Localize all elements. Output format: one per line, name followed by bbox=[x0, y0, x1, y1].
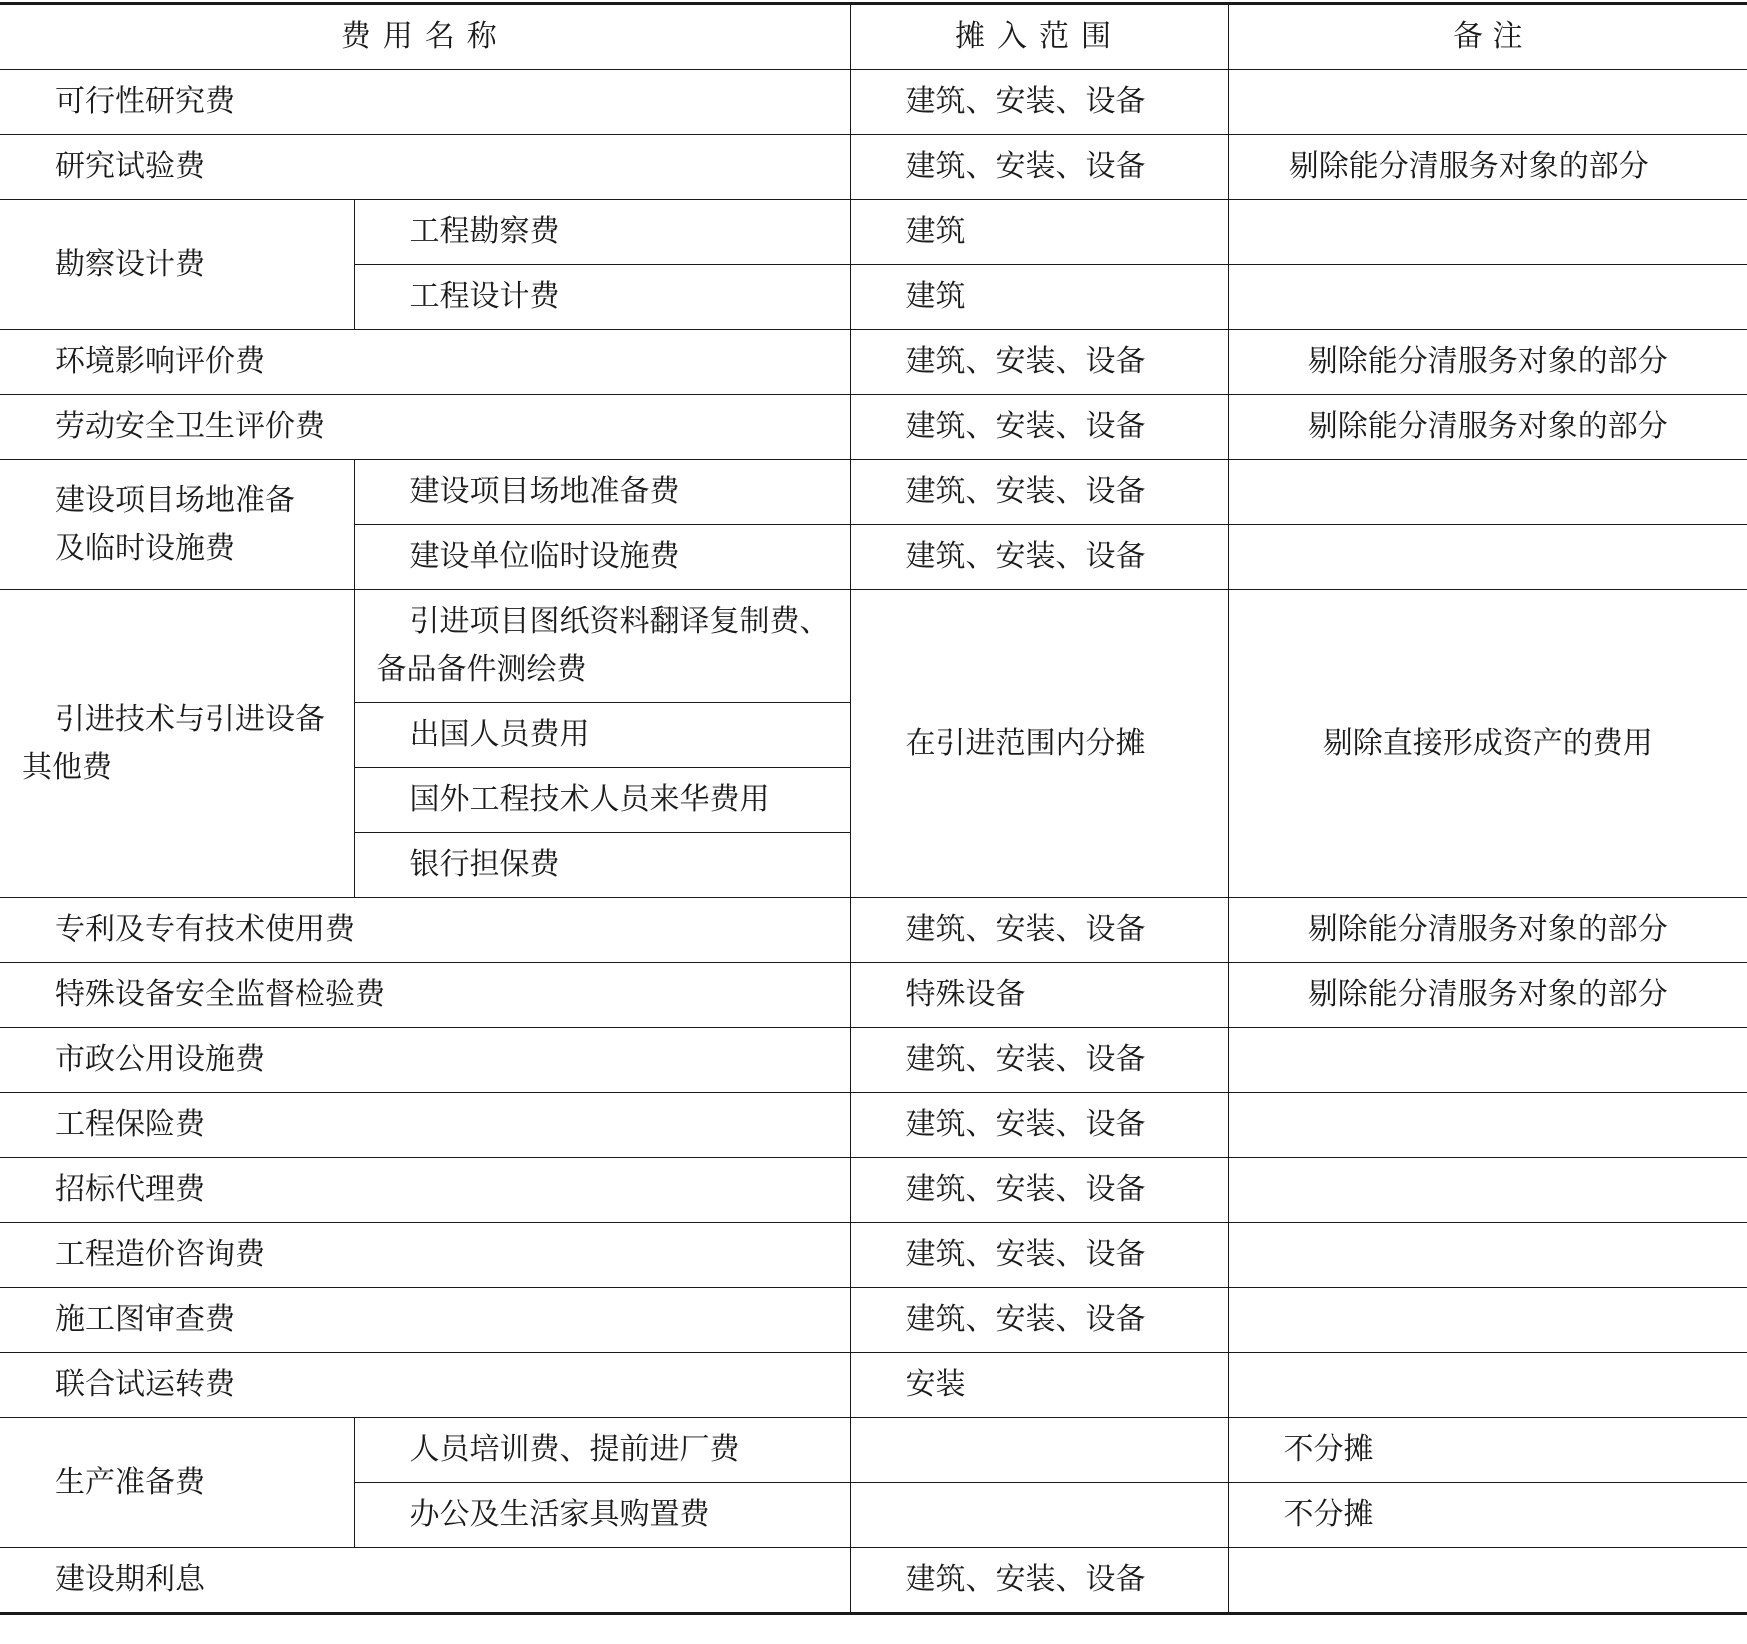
cost-group-name: 生产准备费 bbox=[0, 1418, 354, 1548]
cost-note: 剔除能分清服务对象的部分 bbox=[1228, 963, 1747, 1028]
table-row bbox=[0, 1158, 1747, 1223]
table-row bbox=[0, 1288, 1747, 1353]
cost-name: 特殊设备安全监督检验费 bbox=[0, 963, 850, 1028]
cost-sub-name: 出国人员费用 bbox=[354, 703, 850, 768]
cost-scope: 建筑、安装、设备 bbox=[850, 1158, 1228, 1223]
cost-scope: 建筑、安装、设备 bbox=[850, 898, 1228, 963]
cost-scope: 建筑 bbox=[850, 200, 1228, 265]
cost-name: 建设期利息 bbox=[0, 1548, 850, 1614]
cost-name: 市政公用设施费 bbox=[0, 1028, 850, 1093]
cost-note bbox=[1228, 1288, 1747, 1353]
cost-note bbox=[1228, 525, 1747, 590]
cost-group-name: 建设项目场地准备及临时设施费 bbox=[0, 460, 354, 590]
table-row bbox=[0, 1353, 1747, 1418]
table-row bbox=[0, 395, 1747, 460]
cost-scope: 建筑、安装、设备 bbox=[850, 1288, 1228, 1353]
cost-scope: 建筑 bbox=[850, 265, 1228, 330]
cost-scope bbox=[850, 1483, 1228, 1548]
cost-group-name: 勘察设计费 bbox=[0, 200, 354, 330]
table-row bbox=[0, 460, 1747, 525]
cost-note: 剔除能分清服务对象的部分 bbox=[1228, 395, 1747, 460]
cost-note bbox=[1228, 1158, 1747, 1223]
table-row bbox=[0, 1548, 1747, 1614]
cost-name: 可行性研究费 bbox=[0, 70, 850, 135]
cost-scope: 建筑、安装、设备 bbox=[850, 1028, 1228, 1093]
cost-name: 工程保险费 bbox=[0, 1093, 850, 1158]
cost-name: 招标代理费 bbox=[0, 1158, 850, 1223]
cost-note: 剔除能分清服务对象的部分 bbox=[1228, 330, 1747, 395]
cost-scope: 安装 bbox=[850, 1353, 1228, 1418]
cost-note: 不分摊 bbox=[1228, 1483, 1747, 1548]
cost-scope: 特殊设备 bbox=[850, 963, 1228, 1028]
cost-name: 研究试验费 bbox=[0, 135, 850, 200]
header-scope: 摊入范围 bbox=[850, 4, 1228, 70]
table-row bbox=[0, 70, 1747, 135]
cost-scope: 在引进范围内分摊 bbox=[850, 590, 1228, 898]
cost-sub-name: 办公及生活家具购置费 bbox=[354, 1483, 850, 1548]
cost-name: 工程造价咨询费 bbox=[0, 1223, 850, 1288]
cost-note bbox=[1228, 265, 1747, 330]
cost-name: 劳动安全卫生评价费 bbox=[0, 395, 850, 460]
cost-scope: 建筑、安装、设备 bbox=[850, 525, 1228, 590]
cost-scope bbox=[850, 1418, 1228, 1483]
cost-scope: 建筑、安装、设备 bbox=[850, 460, 1228, 525]
header-row bbox=[0, 4, 1747, 70]
cost-sub-name: 引进项目图纸资料翻译复制费、备品备件测绘费 bbox=[354, 590, 850, 703]
cost-note: 剔除直接形成资产的费用 bbox=[1228, 590, 1747, 898]
cost-note: 剔除能分清服务对象的部分 bbox=[1228, 135, 1747, 200]
cost-allocation-table bbox=[0, 2, 1747, 1615]
cost-scope: 建筑、安装、设备 bbox=[850, 70, 1228, 135]
table-row bbox=[0, 1418, 1747, 1483]
cost-sub-name: 建设单位临时设施费 bbox=[354, 525, 850, 590]
cost-sub-name: 国外工程技术人员来华费用 bbox=[354, 768, 850, 833]
table-row bbox=[0, 963, 1747, 1028]
cost-note bbox=[1228, 70, 1747, 135]
cost-scope: 建筑、安装、设备 bbox=[850, 395, 1228, 460]
table-row bbox=[0, 1093, 1747, 1158]
cost-note bbox=[1228, 1223, 1747, 1288]
cost-sub-name: 工程勘察费 bbox=[354, 200, 850, 265]
cost-scope: 建筑、安装、设备 bbox=[850, 1093, 1228, 1158]
cost-name: 环境影响评价费 bbox=[0, 330, 850, 395]
cost-note bbox=[1228, 1353, 1747, 1418]
cost-note bbox=[1228, 200, 1747, 265]
table-row bbox=[0, 1223, 1747, 1288]
table-row bbox=[0, 330, 1747, 395]
cost-sub-name: 银行担保费 bbox=[354, 833, 850, 898]
cost-group-name: 引进技术与引进设备其他费 bbox=[0, 590, 354, 898]
header-note: 备 注 bbox=[1228, 4, 1747, 70]
cost-note bbox=[1228, 1028, 1747, 1093]
cost-note bbox=[1228, 1548, 1747, 1614]
header-cost-name: 费用名称 bbox=[0, 4, 850, 70]
cost-scope: 建筑、安装、设备 bbox=[850, 330, 1228, 395]
cost-scope: 建筑、安装、设备 bbox=[850, 1223, 1228, 1288]
cost-sub-name: 人员培训费、提前进厂费 bbox=[354, 1418, 850, 1483]
table-row bbox=[0, 135, 1747, 200]
table-row bbox=[0, 590, 1747, 703]
table-row bbox=[0, 898, 1747, 963]
cost-name: 施工图审查费 bbox=[0, 1288, 850, 1353]
cost-sub-name: 工程设计费 bbox=[354, 265, 850, 330]
cost-scope: 建筑、安装、设备 bbox=[850, 135, 1228, 200]
table-row bbox=[0, 200, 1747, 265]
cost-name: 联合试运转费 bbox=[0, 1353, 850, 1418]
cost-note: 不分摊 bbox=[1228, 1418, 1747, 1483]
cost-note bbox=[1228, 460, 1747, 525]
cost-note: 剔除能分清服务对象的部分 bbox=[1228, 898, 1747, 963]
cost-scope: 建筑、安装、设备 bbox=[850, 1548, 1228, 1614]
cost-sub-name: 建设项目场地准备费 bbox=[354, 460, 850, 525]
cost-note bbox=[1228, 1093, 1747, 1158]
cost-name: 专利及专有技术使用费 bbox=[0, 898, 850, 963]
table-row bbox=[0, 1028, 1747, 1093]
